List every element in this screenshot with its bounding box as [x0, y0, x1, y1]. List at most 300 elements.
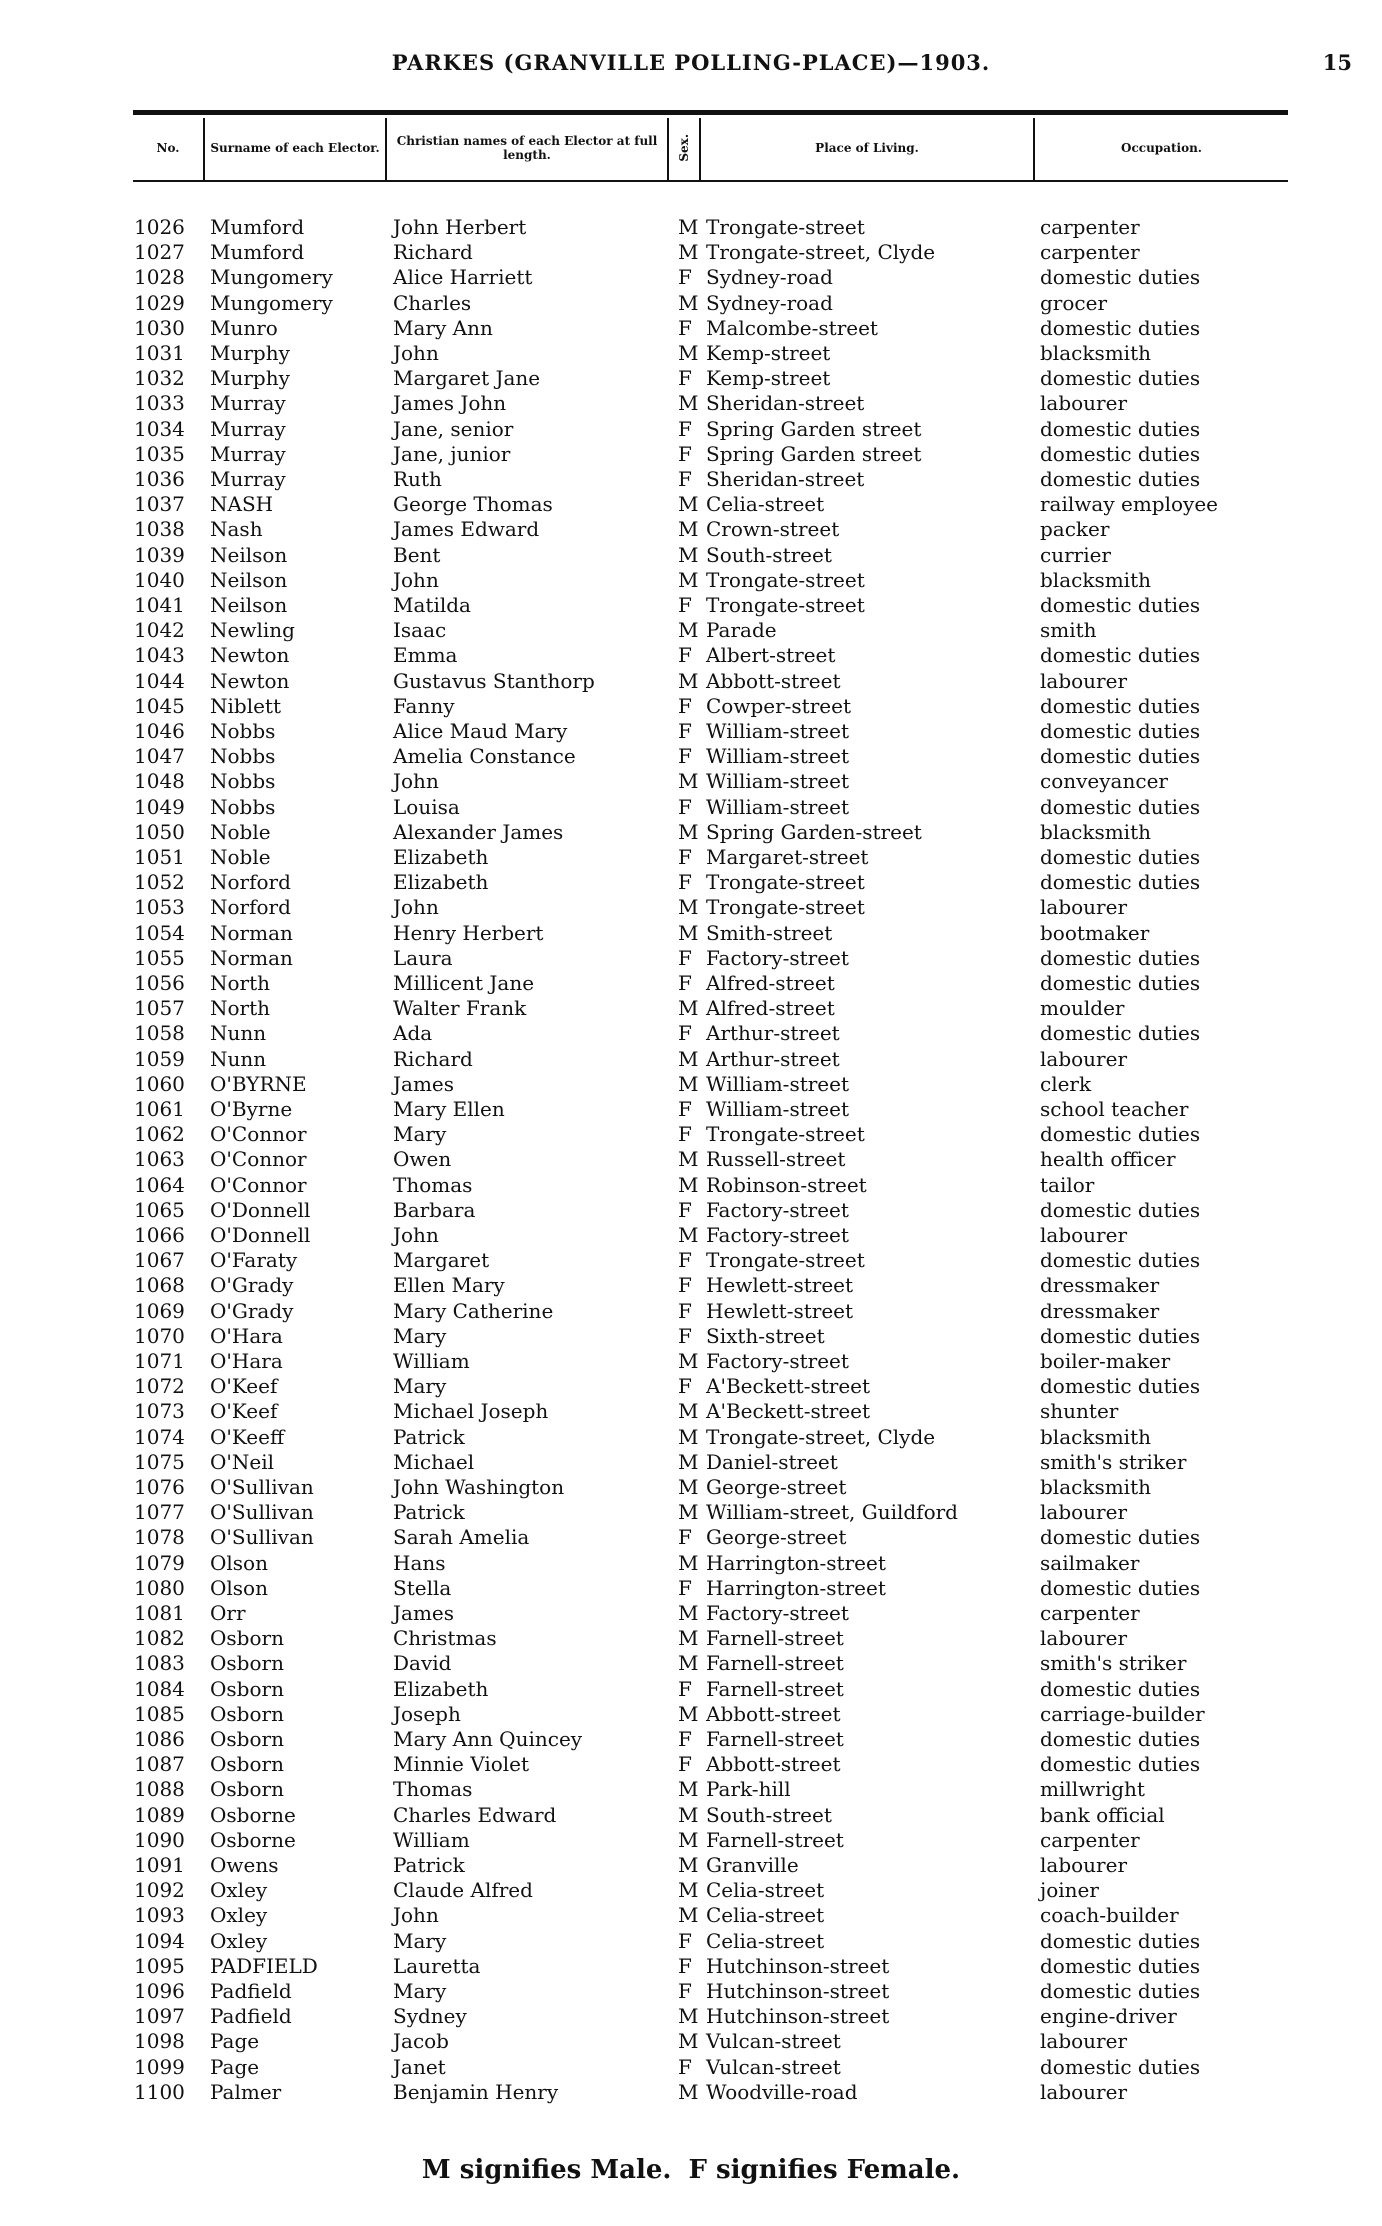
elector-number: 1051: [134, 845, 185, 869]
elector-christian-names: John: [393, 1223, 439, 1247]
elector-sex: F: [678, 643, 692, 668]
elector-christian-names: William: [393, 1349, 470, 1373]
elector-christian-names: Margaret Jane: [393, 366, 541, 391]
elector-place-of-living: Factory-street: [706, 1223, 849, 1247]
elector-place-of-living: Daniel-street: [706, 1449, 838, 1474]
elector-number: 1033: [134, 391, 185, 416]
elector-christian-names: James Edward: [393, 517, 540, 542]
elector-surname: Neilson: [210, 567, 288, 592]
elector-surname: O'Keef: [210, 1399, 278, 1424]
elector-surname: O'Sullivan: [210, 1475, 314, 1499]
elector-number: 1058: [134, 1021, 185, 1046]
elector-place-of-living: Hutchinson-street: [706, 1979, 890, 2003]
elector-place-of-living: Trongate-street: [706, 1248, 865, 1273]
elector-place-of-living: Celia-street: [706, 1878, 825, 1903]
elector-surname: O'Connor: [210, 1122, 307, 1147]
table-row: [0, 316, 1382, 341]
elector-christian-names: James John: [393, 391, 507, 416]
elector-surname: Osborn: [210, 1676, 284, 1701]
table-row: [0, 291, 1382, 316]
elector-number: 1064: [134, 1172, 185, 1197]
elector-place-of-living: Vulcan-street: [706, 2029, 841, 2054]
elector-christian-names: Margaret: [393, 1248, 490, 1273]
elector-surname: Osborn: [210, 1626, 284, 1651]
elector-christian-names: Patrick: [393, 1424, 465, 1449]
elector-occupation: domestic duties: [1040, 1676, 1201, 1701]
elector-place-of-living: Sixth-street: [706, 1323, 825, 1348]
elector-place-of-living: Harrington-street: [706, 1575, 886, 1600]
elector-surname: O'Grady: [210, 1298, 294, 1323]
elector-number: 1071: [134, 1349, 185, 1373]
table-row: [0, 769, 1382, 794]
elector-christian-names: John: [393, 341, 439, 365]
elector-place-of-living: Trongate-street: [706, 215, 865, 239]
elector-christian-names: Jane, senior: [393, 416, 514, 441]
elector-surname: Norman: [210, 920, 293, 945]
elector-number: 1067: [134, 1248, 185, 1273]
elector-occupation: smith's striker: [1040, 1449, 1187, 1474]
elector-occupation: railway employee: [1040, 492, 1218, 517]
elector-christian-names: John Herbert: [393, 215, 527, 239]
elector-occupation: labourer: [1040, 668, 1128, 693]
legend-male: M signifies Male.: [421, 2155, 672, 2185]
elector-place-of-living: Abbott-street: [706, 1701, 841, 1726]
elector-surname: Mungomery: [210, 265, 333, 290]
table-row: [0, 1122, 1382, 1147]
elector-sex: M: [678, 2079, 699, 2104]
elector-surname: Neilson: [210, 593, 288, 617]
elector-surname: Niblett: [210, 693, 282, 718]
elector-number: 1075: [134, 1449, 185, 1474]
elector-surname: Norman: [210, 945, 293, 970]
page-number: 15: [1322, 50, 1352, 75]
elector-number: 1043: [134, 643, 185, 668]
elector-surname: Neilson: [210, 542, 288, 567]
elector-occupation: smith's striker: [1040, 1651, 1187, 1676]
elector-christian-names: Walter Frank: [393, 996, 527, 1021]
elector-place-of-living: Celia-street: [706, 1903, 825, 1928]
table-row: [0, 1425, 1382, 1450]
elector-occupation: domestic duties: [1040, 1323, 1201, 1348]
table-row: [0, 1198, 1382, 1223]
elector-surname: Nunn: [210, 1046, 267, 1071]
elector-place-of-living: Celia-street: [706, 1928, 825, 1953]
elector-number: 1077: [134, 1500, 185, 1525]
table-row: [0, 1450, 1382, 1475]
elector-occupation: domestic duties: [1040, 1122, 1201, 1147]
elector-surname: Olson: [210, 1575, 268, 1600]
elector-sex: F: [678, 1097, 692, 1121]
table-row: [0, 1147, 1382, 1172]
elector-surname: Orr: [210, 1601, 246, 1625]
elector-sex: M: [678, 895, 699, 920]
elector-occupation: shunter: [1040, 1399, 1119, 1424]
table-row: [0, 1072, 1382, 1097]
elector-sex: M: [678, 1827, 699, 1852]
elector-place-of-living: Trongate-street: [706, 870, 865, 895]
table-row: [0, 1399, 1382, 1424]
elector-place-of-living: Factory-street: [706, 1349, 849, 1373]
elector-sex: M: [678, 1449, 699, 1474]
table-row: [0, 921, 1382, 946]
elector-sex: F: [678, 845, 692, 869]
elector-christian-names: Laura: [393, 945, 453, 970]
elector-occupation: domestic duties: [1040, 265, 1201, 290]
elector-christian-names: David: [393, 1651, 452, 1676]
elector-occupation: labourer: [1040, 1223, 1128, 1247]
elector-occupation: currier: [1040, 542, 1111, 567]
table-row: [0, 1248, 1382, 1273]
elector-sex: M: [678, 668, 699, 693]
elector-place-of-living: Sheridan-street: [706, 391, 865, 416]
elector-sex: M: [678, 769, 699, 794]
elector-sex: M: [678, 2029, 699, 2054]
elector-occupation: domestic duties: [1040, 315, 1201, 340]
elector-surname: Nobbs: [210, 719, 276, 743]
elector-christian-names: Richard: [393, 240, 473, 265]
elector-number: 1096: [134, 1979, 185, 2003]
elector-sex: F: [678, 1727, 692, 1751]
elector-occupation: blacksmith: [1040, 1475, 1151, 1499]
elector-christian-names: Louisa: [393, 794, 460, 819]
elector-number: 1044: [134, 668, 185, 693]
elector-place-of-living: A'Beckett-street: [706, 1374, 871, 1399]
elector-occupation: domestic duties: [1040, 643, 1201, 668]
elector-sex: M: [678, 492, 699, 517]
elector-occupation: domestic duties: [1040, 1197, 1201, 1222]
elector-surname: Murray: [210, 467, 286, 491]
elector-occupation: domestic duties: [1040, 719, 1201, 743]
table-row: [0, 215, 1382, 240]
elector-surname: Murphy: [210, 341, 290, 365]
elector-sex: M: [678, 1147, 699, 1172]
elector-occupation: domestic duties: [1040, 1953, 1201, 1978]
elector-surname: O'Sullivan: [210, 1500, 314, 1525]
elector-christian-names: Mary Ellen: [393, 1097, 505, 1121]
elector-sex: M: [678, 1878, 699, 1903]
elector-christian-names: Michael Joseph: [393, 1399, 549, 1424]
elector-christian-names: Charles: [393, 290, 472, 315]
elector-sex: F: [678, 1676, 692, 1701]
elector-sex: F: [678, 467, 692, 491]
elector-occupation: labourer: [1040, 2029, 1128, 2054]
elector-sex: F: [678, 593, 692, 617]
table-row: [0, 820, 1382, 845]
elector-sex: M: [678, 290, 699, 315]
elector-occupation: labourer: [1040, 1500, 1128, 1525]
elector-occupation: labourer: [1040, 1626, 1128, 1651]
elector-surname: Mumford: [210, 240, 305, 265]
elector-occupation: domestic duties: [1040, 467, 1201, 491]
elector-place-of-living: Granville: [706, 1853, 799, 1877]
elector-number: 1099: [134, 2054, 185, 2079]
elector-occupation: joiner: [1040, 1878, 1099, 1903]
elector-number: 1042: [134, 618, 185, 643]
elector-place-of-living: Russell-street: [706, 1147, 846, 1172]
elector-place-of-living: Kemp-street: [706, 341, 831, 365]
elector-place-of-living: Spring Garden street: [706, 416, 922, 441]
elector-number: 1072: [134, 1374, 185, 1399]
elector-christian-names: Matilda: [393, 593, 471, 617]
elector-sex: M: [678, 1601, 699, 1625]
elector-sex: M: [678, 567, 699, 592]
elector-christian-names: John Washington: [393, 1475, 565, 1499]
elector-occupation: sailmaker: [1040, 1550, 1140, 1575]
table-row: [0, 643, 1382, 668]
elector-sex: M: [678, 391, 699, 416]
elector-place-of-living: William-street: [706, 744, 850, 769]
table-row: [0, 618, 1382, 643]
elector-place-of-living: Farnell-street: [706, 1651, 844, 1676]
elector-occupation: labourer: [1040, 2079, 1128, 2104]
elector-place-of-living: Crown-street: [706, 517, 840, 542]
elector-surname: Mumford: [210, 215, 305, 239]
elector-christian-names: Elizabeth: [393, 845, 489, 869]
table-row: [0, 2029, 1382, 2054]
elector-sex: M: [678, 517, 699, 542]
elector-place-of-living: Hewlett-street: [706, 1298, 854, 1323]
elector-christian-names: George Thomas: [393, 492, 553, 517]
elector-number: 1057: [134, 996, 185, 1021]
elector-number: 1029: [134, 290, 185, 315]
elector-place-of-living: Margaret-street: [706, 845, 869, 869]
elector-occupation: bank official: [1040, 1802, 1165, 1827]
elector-occupation: domestic duties: [1040, 441, 1201, 466]
elector-sex: F: [678, 1248, 692, 1273]
elector-christian-names: Gustavus Stanthorp: [393, 668, 595, 693]
elector-place-of-living: George-street: [706, 1525, 847, 1550]
elector-surname: North: [210, 971, 271, 995]
table-row: [0, 2004, 1382, 2029]
elector-surname: Nunn: [210, 1021, 267, 1046]
elector-sex: M: [678, 1500, 699, 1525]
table-row: [0, 1979, 1382, 2004]
elector-place-of-living: Park-hill: [706, 1777, 791, 1802]
table-row: [0, 593, 1382, 618]
elector-sex: F: [678, 416, 692, 441]
table-row: [0, 996, 1382, 1021]
elector-surname: Munro: [210, 315, 278, 340]
elector-sex: F: [678, 1197, 692, 1222]
elector-surname: Murray: [210, 416, 286, 441]
elector-number: 1060: [134, 1071, 185, 1096]
elector-sex: F: [678, 971, 692, 995]
table-row: [0, 895, 1382, 920]
elector-place-of-living: Trongate-street: [706, 1122, 865, 1147]
elector-number: 1095: [134, 1953, 185, 1978]
header-rule-top: [133, 110, 1288, 115]
elector-sex: F: [678, 945, 692, 970]
elector-number: 1032: [134, 366, 185, 391]
table-row: [0, 1551, 1382, 1576]
elector-place-of-living: Celia-street: [706, 492, 825, 517]
elector-sex: F: [678, 1374, 692, 1399]
elector-place-of-living: Trongate-street, Clyde: [706, 1424, 936, 1449]
table-row: [0, 694, 1382, 719]
elector-surname: Oxley: [210, 1928, 268, 1953]
table-row: [0, 366, 1382, 391]
elector-surname: Page: [210, 2054, 260, 2079]
table-row: [0, 467, 1382, 492]
elector-number: 1053: [134, 895, 185, 920]
table-row: [0, 265, 1382, 290]
elector-christian-names: Alexander James: [393, 819, 564, 844]
table-row: [0, 1374, 1382, 1399]
elector-place-of-living: Alfred-street: [706, 996, 835, 1021]
elector-occupation: domestic duties: [1040, 845, 1201, 869]
elector-place-of-living: Alfred-street: [706, 971, 835, 995]
table-row: [0, 1803, 1382, 1828]
elector-surname: O'Connor: [210, 1147, 307, 1172]
elector-place-of-living: Farnell-street: [706, 1727, 844, 1751]
table-row: [0, 1601, 1382, 1626]
elector-occupation: labourer: [1040, 1046, 1128, 1071]
elector-number: 1065: [134, 1197, 185, 1222]
elector-place-of-living: Harrington-street: [706, 1550, 886, 1575]
table-row: [0, 417, 1382, 442]
elector-christian-names: Hans: [393, 1550, 446, 1575]
table-row: [0, 744, 1382, 769]
elector-occupation: carpenter: [1040, 215, 1140, 239]
elector-number: 1048: [134, 769, 185, 794]
elector-occupation: bootmaker: [1040, 920, 1150, 945]
elector-surname: Palmer: [210, 2079, 282, 2104]
table-row: [0, 341, 1382, 366]
elector-number: 1091: [134, 1853, 185, 1877]
elector-christian-names: Sydney: [393, 2004, 467, 2029]
elector-christian-names: Jane, junior: [393, 441, 511, 466]
elector-sex: M: [678, 1802, 699, 1827]
elector-occupation: domestic duties: [1040, 366, 1201, 391]
elector-occupation: millwright: [1040, 1777, 1145, 1802]
elector-place-of-living: Trongate-street: [706, 567, 865, 592]
elector-christian-names: Barbara: [393, 1197, 476, 1222]
elector-occupation: dressmaker: [1040, 1298, 1160, 1323]
page-title: PARKES (GRANVILLE POLLING-PLACE)—1903.: [391, 50, 991, 75]
elector-christian-names: Ellen Mary: [393, 1273, 505, 1298]
elector-place-of-living: South-street: [706, 542, 832, 567]
elector-number: 1054: [134, 920, 185, 945]
elector-surname: Owens: [210, 1853, 279, 1877]
table-row: [0, 1097, 1382, 1122]
table-row: [0, 1828, 1382, 1853]
table-row: [0, 1299, 1382, 1324]
elector-sex: M: [678, 1349, 699, 1373]
elector-occupation: domestic duties: [1040, 1248, 1201, 1273]
elector-occupation: tailor: [1040, 1172, 1095, 1197]
elector-surname: O'Sullivan: [210, 1525, 314, 1550]
elector-surname: Nobbs: [210, 769, 276, 794]
elector-place-of-living: Farnell-street: [706, 1676, 844, 1701]
table-row: [0, 1651, 1382, 1676]
elector-place-of-living: Albert-street: [706, 643, 836, 668]
table-row: [0, 1475, 1382, 1500]
elector-occupation: domestic duties: [1040, 1525, 1201, 1550]
elector-place-of-living: William-street, Guildford: [706, 1500, 958, 1525]
elector-surname: Olson: [210, 1550, 268, 1575]
elector-occupation: carpenter: [1040, 1827, 1140, 1852]
elector-christian-names: Mary: [393, 1928, 447, 1953]
elector-sex: F: [678, 693, 692, 718]
elector-surname: Page: [210, 2029, 260, 2054]
elector-number: 1098: [134, 2029, 185, 2054]
elector-occupation: domestic duties: [1040, 971, 1201, 995]
elector-christian-names: Charles Edward: [393, 1802, 557, 1827]
elector-surname: North: [210, 996, 271, 1021]
elector-sex: F: [678, 1979, 692, 2003]
table-row: [0, 517, 1382, 542]
elector-christian-names: Mary: [393, 1979, 447, 2003]
elector-number: 1066: [134, 1223, 185, 1247]
elector-occupation: domestic duties: [1040, 1752, 1201, 1777]
elector-sex: F: [678, 265, 692, 290]
elector-number: 1084: [134, 1676, 185, 1701]
elector-place-of-living: William-street: [706, 794, 850, 819]
elector-sex: M: [678, 1777, 699, 1802]
elector-place-of-living: Sydney-road: [706, 265, 833, 290]
elector-occupation: domestic duties: [1040, 1374, 1201, 1399]
elector-sex: M: [678, 1071, 699, 1096]
elector-sex: M: [678, 542, 699, 567]
elector-christian-names: Millicent Jane: [393, 971, 535, 995]
elector-place-of-living: William-street: [706, 1071, 850, 1096]
elector-christian-names: John: [393, 769, 439, 794]
elector-occupation: domestic duties: [1040, 593, 1201, 617]
elector-sex: M: [678, 1853, 699, 1877]
elector-sex: F: [678, 441, 692, 466]
table-row: [0, 240, 1382, 265]
elector-surname: O'BYRNE: [210, 1071, 307, 1096]
elector-christian-names: Michael: [393, 1449, 475, 1474]
table-row: [0, 391, 1382, 416]
elector-number: 1049: [134, 794, 185, 819]
elector-christian-names: Alice Harriett: [393, 265, 533, 290]
elector-surname: Osborn: [210, 1752, 284, 1777]
elector-number: 1059: [134, 1046, 185, 1071]
elector-occupation: domestic duties: [1040, 1928, 1201, 1953]
elector-occupation: domestic duties: [1040, 945, 1201, 970]
table-row: [0, 1954, 1382, 1979]
elector-christian-names: Elizabeth: [393, 1676, 489, 1701]
elector-christian-names: James: [393, 1071, 455, 1096]
elector-surname: O'Donnell: [210, 1197, 311, 1222]
elector-christian-names: Jacob: [393, 2029, 449, 2054]
elector-christian-names: Janet: [393, 2054, 446, 2079]
elector-occupation: domestic duties: [1040, 416, 1201, 441]
table-row: [0, 568, 1382, 593]
elector-surname: Newton: [210, 643, 290, 668]
elector-surname: Noble: [210, 845, 271, 869]
elector-number: 1078: [134, 1525, 185, 1550]
elector-place-of-living: Cowper-street: [706, 693, 851, 718]
elector-place-of-living: Arthur-street: [706, 1021, 840, 1046]
elector-christian-names: William: [393, 1827, 470, 1852]
elector-sex: F: [678, 744, 692, 769]
elector-surname: Osborn: [210, 1651, 284, 1676]
elector-sex: M: [678, 618, 699, 643]
elector-surname: O'Donnell: [210, 1223, 311, 1247]
elector-number: 1090: [134, 1827, 185, 1852]
elector-sex: F: [678, 719, 692, 743]
elector-number: 1068: [134, 1273, 185, 1298]
elector-number: 1080: [134, 1575, 185, 1600]
elector-place-of-living: Arthur-street: [706, 1046, 840, 1071]
table-row: [0, 795, 1382, 820]
elector-occupation: domestic duties: [1040, 1021, 1201, 1046]
elector-christian-names: Henry Herbert: [393, 920, 544, 945]
elector-sex: M: [678, 1651, 699, 1676]
elector-number: 1030: [134, 315, 185, 340]
